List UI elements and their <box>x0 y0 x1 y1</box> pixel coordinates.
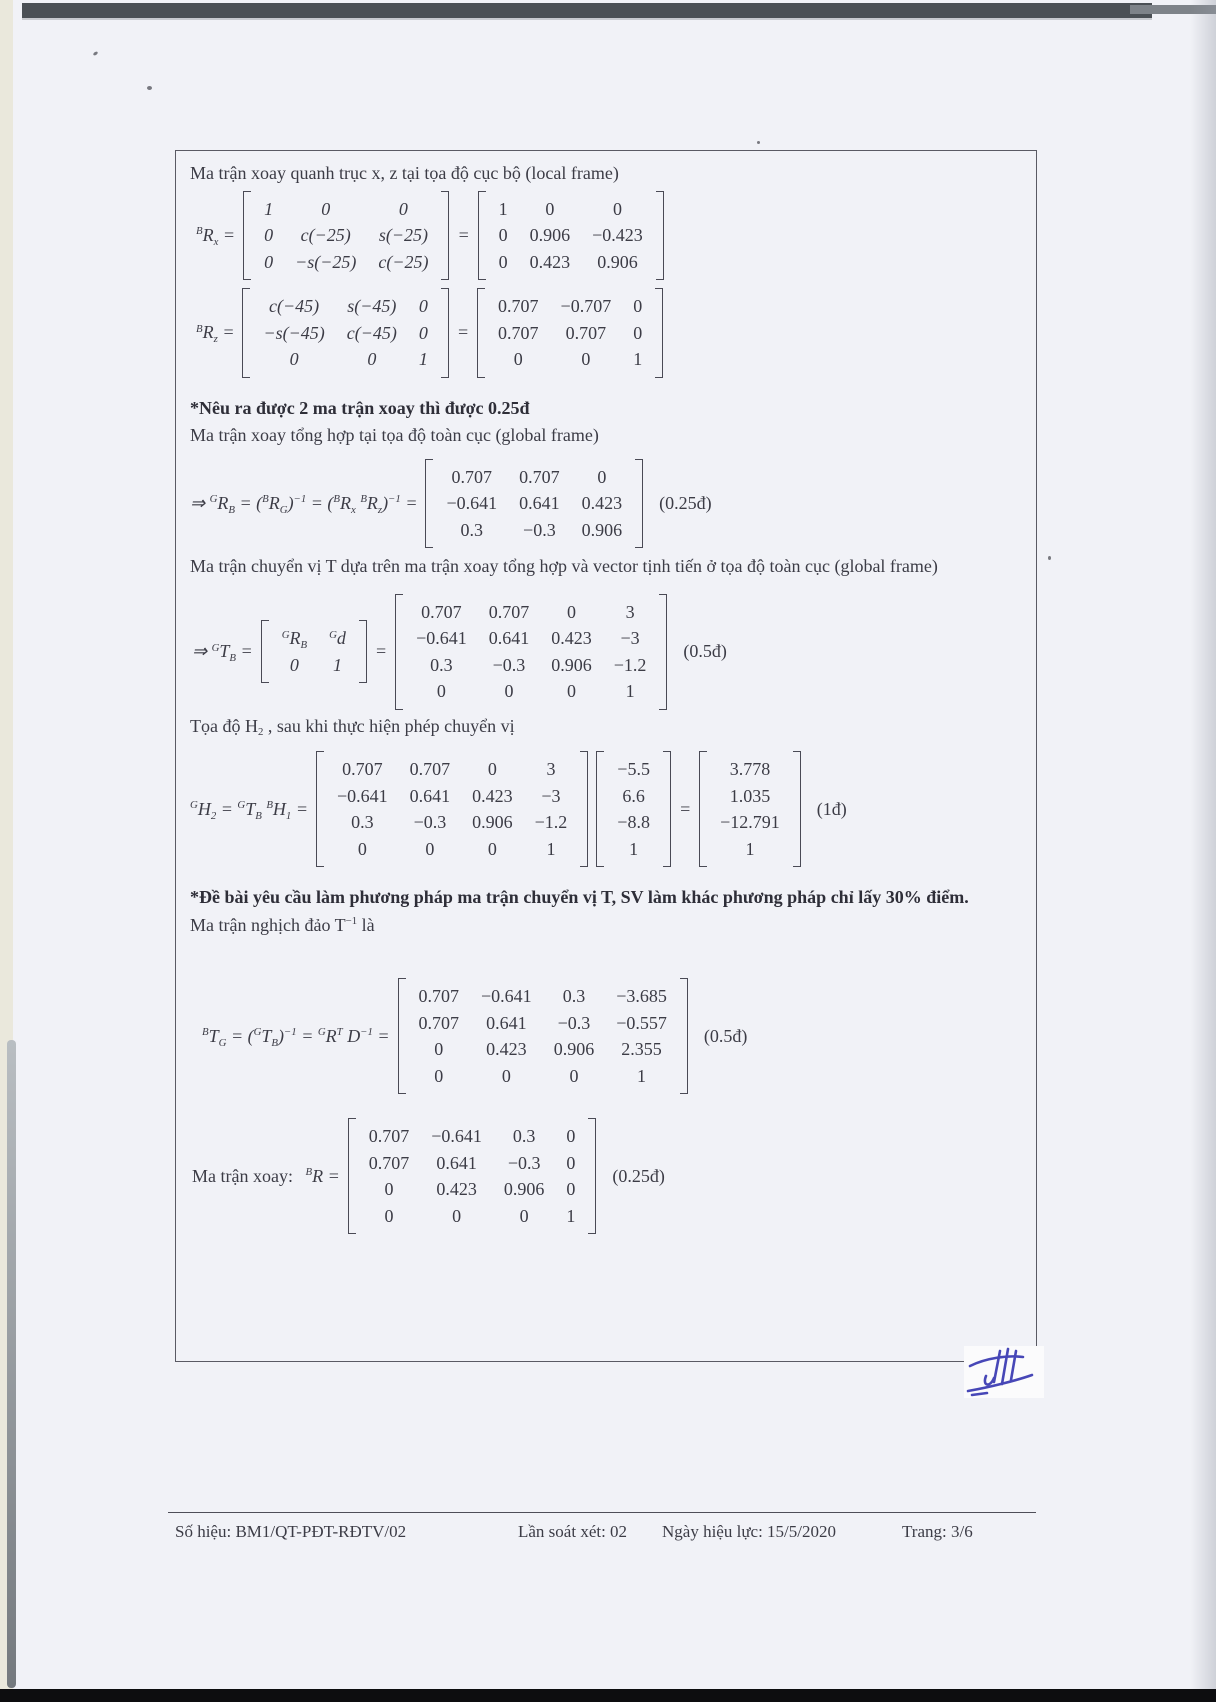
score-annotation: (0.25đ) <box>659 492 712 513</box>
para-inverse-matrix-intro: Ma trận nghịch đảo $T^{-1}$ là <box>190 914 375 935</box>
scan-left-shadow <box>7 1040 16 1688</box>
scan-right-shade <box>1190 0 1216 1702</box>
equation-rotation-only <box>192 1118 1020 1234</box>
equation-text: = <box>456 322 470 343</box>
equation-h2-result <box>190 751 1020 867</box>
scan-speck <box>147 86 152 90</box>
equation-inverse-transform <box>202 978 1020 1094</box>
signature-stamp-icon <box>956 1342 1046 1402</box>
para-transform-matrix-intro: Ma trận chuyển vị T dựa trên ma trận xoay tổng hợp và vector tịnh tiến ở tọa độ toàn cục (global frame) <box>190 556 938 577</box>
score-annotation: (0.5đ) <box>683 641 727 662</box>
equation-text: = <box>457 224 470 245</box>
matrix: 0.707 0.707 0 3 −0.641 0.641 0.423 −3 0.3 −0.3 0.906 −1.2 0 0 0 1 <box>316 751 588 867</box>
equation-text: $^BT_G = (^GT_B)^{-1} = ^GR^T$ $D^{-1}$ = <box>202 1025 390 1049</box>
scan-top-bar <box>22 3 1152 18</box>
equation-transform-matrix <box>192 594 1020 710</box>
matrix: 0.707 0.707 0 3 −0.641 0.641 0.423 −3 0.3 −0.3 0.906 −1.2 0 0 0 1 <box>395 594 667 710</box>
matrix: 1 0 0 0 0.906 −0.423 0 0.423 0.906 <box>478 191 664 281</box>
footer-divider <box>168 1512 1036 1513</box>
matrix: 3.778 1.035 −12.791 1 <box>699 751 801 867</box>
equation-text: = <box>374 641 388 662</box>
equation-text: ⇒ $^GT_B$ = <box>192 641 253 664</box>
matrix: $^GR_B$ $^G$d 0 1 <box>261 620 367 683</box>
matrix: 0.707 −0.641 0.3 −3.685 0.707 0.641 −0.3 −0.557 0 0.423 0.906 2.355 0 0 0 1 <box>398 978 688 1094</box>
para-h2-coordinates: Tọa độ $H_2$ , sau khi thực hiện phép chuyển vị <box>190 715 515 739</box>
footer-revision: Lần soát xét: 02 <box>518 1522 628 1541</box>
scan-speck <box>1048 556 1051 560</box>
equation-text: = <box>678 798 692 819</box>
scan-speck <box>757 141 760 144</box>
equation-text: ⇒ $^GR_B = (^BR_G)^{-1} = (^BR_x$ $^BR_z)^{-1}$ = <box>190 492 418 516</box>
footer-effective-date: Ngày hiệu lực: 15/5/2020 <box>662 1522 836 1541</box>
matrix: 1 0 0 0 c(−25) s(−25) 0 −s(−25) c(−25) <box>243 191 449 281</box>
grading-note-two-matrices: *Nêu ra được 2 ma trận xoay thì được 0.25đ <box>190 397 530 418</box>
para-local-frame-intro: Ma trận xoay quanh trục x, z tại tọa độ cục bộ (local frame) <box>190 163 619 183</box>
footer-page-number: Trang: 3/6 <box>902 1522 973 1541</box>
scan-bottom-bar <box>0 1689 1216 1702</box>
score-annotation: (0.25đ) <box>612 1165 665 1186</box>
matrix: 0.707 0.707 0 −0.641 0.641 0.423 0.3 −0.3 0.906 <box>425 459 643 549</box>
answer-content-box <box>175 150 1037 1362</box>
score-annotation: (0.5đ) <box>703 1025 748 1046</box>
matrix: c(−45) s(−45) 0 −s(−45) c(−45) 0 0 0 1 <box>242 288 448 378</box>
equation-text: $^GH_2 = ^GT_B$ $^BH_1$ = <box>190 798 308 822</box>
scan-speck <box>93 51 99 56</box>
equation-text: Ma trận xoay: <box>192 1165 298 1186</box>
footer-document-number: Số hiệu: BM1/QT-PĐT-RĐTV/02 <box>175 1522 407 1541</box>
equation-text: $^BR_z$ = <box>196 322 235 346</box>
equation-text: $^B$R = <box>305 1165 340 1186</box>
para-global-frame-intro: Ma trận xoay tổng hợp tại tọa độ toàn cục (global frame) <box>190 425 599 446</box>
equation-rotation-x <box>196 191 1020 281</box>
score-annotation: (1đ) <box>816 798 847 819</box>
matrix: 0.707 −0.707 0 0.707 0.707 0 0 0 1 <box>477 288 663 378</box>
equation-rotation-z <box>196 288 1020 378</box>
grading-note-method: *Đề bài yêu cầu làm phương pháp ma trận chuyển vị T, SV làm khác phương pháp chỉ lấy 30% điểm. <box>190 887 969 908</box>
equation-combined-rotation <box>190 459 1020 549</box>
matrix: 0.707 −0.641 0.3 0 0.707 0.641 −0.3 0 0 0.423 0.906 0 0 0 0 1 <box>348 1118 597 1234</box>
matrix: −5.5 6.6 −8.8 1 <box>596 751 671 867</box>
equation-text: $^BR_x$ = <box>196 224 236 248</box>
